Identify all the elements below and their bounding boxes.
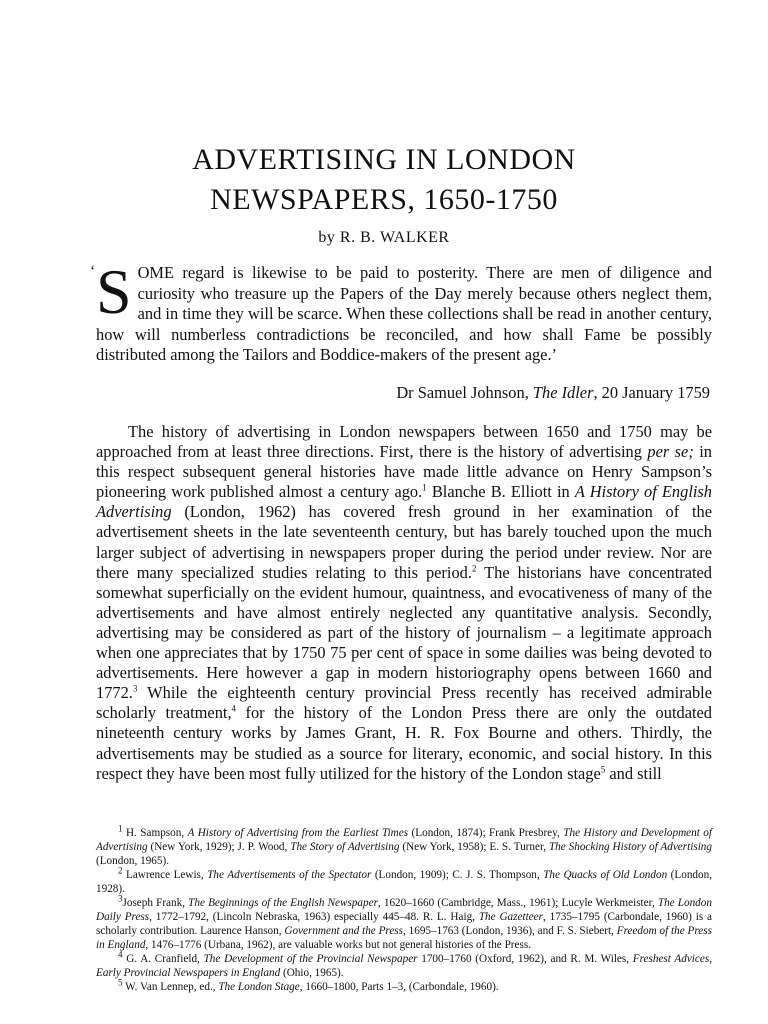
body-text-span: While the eighteenth century provincial Press recently has received admirable scholarly treatment, <box>96 683 712 723</box>
footnote-italic: The London Stage <box>218 981 300 993</box>
footnote-5 <box>96 977 712 994</box>
footnote-text: (New York, 1929); J. P. Wood, <box>147 841 291 853</box>
body-text-span: in this respect subsequent general histories have made little advance on Henry Sampson’s pioneering work published almost a century ago. <box>96 442 712 502</box>
footnote-text: , 1695–1763 (London, 1936), and F. S. Siebert, <box>403 925 617 937</box>
footnote-text: 1700–1760 (Oxford, 1962), and R. M. Wiles, <box>417 953 633 965</box>
footnote-italic: Government and the Press <box>284 925 404 937</box>
footnote-italic: The London Daily Press <box>96 897 712 923</box>
footnote-ref-2: 2 <box>471 563 477 574</box>
footnotes <box>96 823 712 994</box>
footnote-italic: The Beginnings of the English Newspaper <box>188 897 378 909</box>
footnote-text: , 1735–1795 (Carbondale, 1960) is a scholarly contribution. Laurence Hanson, <box>96 911 712 937</box>
footnote-number: 4 <box>118 949 123 960</box>
body-paragraph <box>96 422 712 784</box>
footnote-text: , 1660–1800, Parts 1–3, (Carbondale, 1960). <box>299 981 499 993</box>
footnote-ref-3: 3 <box>132 683 138 694</box>
body-text-span: The historians have concentrated somewhat superficially on the evident humour, quaintness, and evocativeness of many of the advertisements and have almost entirely neglected any quantitative analysis. Secondly, advertising may be considered as part of the history of journalism – a legitimate approach when one appreciates that by 1750 75 per cent of space in some dailies was being devoted to advertisements. Here however a gap in modern historiography opens between 1660 and 1772. <box>96 562 712 703</box>
body-text-span: for the history of the London Press there are only the outdated nineteenth century works by James Grant, H. R. Fox Bourne and others. Thirdly, the advertisements may be studied as a source for literary, economic, and social history. In this respect they have been most fully utilized for the history of the London stage <box>96 703 712 783</box>
attribution-date: , 20 January 1759 <box>593 383 710 402</box>
footnote-text: , 1620–1660 (Cambridge, Mass., 1961); Lucyle Werkmeister, <box>377 897 658 909</box>
footnote-ref-1: 1 <box>422 482 427 493</box>
body-italic: A History of English Advertising <box>96 482 713 522</box>
footnote-text: H. Sampson, <box>122 827 188 839</box>
footnote-italic: The Development of the Provincial Newspaper <box>203 953 418 965</box>
footnote-text: (London, 1909); C. J. S. Thompson, <box>371 869 544 881</box>
footnote-number: 5 <box>118 977 123 988</box>
footnote-text: , 1772–1792, (Lincoln Nebraska, 1963) especially 445–48. R. L. Haig, <box>149 911 479 923</box>
footnote-italic: The Gazetteer <box>478 911 543 923</box>
attribution-work: The Idler <box>532 383 594 402</box>
epigraph-text: regard is likewise to be paid to posterity. There are men of diligence and curiosity who treasure up the Papers of the Day merely because others neglect them, and in time they will be scarce. When these collections shall be read in another century, how will numberless contradictions be reconciled, and how shall Fame be possibly distributed among the Tailors and Boddice-makers of the present age.’ <box>96 263 712 365</box>
body-text-span: and still <box>605 763 662 783</box>
body-text-span: The history of advertising in London newspapers between 1650 and 1750 may be approached from at least three directions. First, there is the history of advertising <box>96 422 712 462</box>
footnote-number: 3 <box>118 893 123 904</box>
attribution-author: Dr Samuel Johnson, <box>396 383 533 402</box>
footnote-italic: A History of Advertising from the Earliest Times <box>187 827 409 839</box>
article-title-line-1: ADVERTISING IN LONDON <box>192 143 576 176</box>
footnote-text: (Ohio, 1965). <box>280 967 344 979</box>
footnote-text: (London, 1928). <box>96 869 712 895</box>
footnote-ref-4: 4 <box>231 703 237 714</box>
footnote-number: 1 <box>118 823 123 834</box>
epigraph-attribution <box>396 383 710 403</box>
footnote-italic: The History and Development of Advertising <box>96 827 712 853</box>
footnote-text: (London, 1874); Frank Presbrey, <box>408 827 564 839</box>
footnote-italic: Freshest Advices, Early Provincial Newspapers in England <box>96 953 712 979</box>
footnote-2 <box>96 865 712 896</box>
footnote-italic: The Quacks of Old London <box>543 869 668 881</box>
footnote-text: , 1476–1776 (Urbana, 1962), are valuable works but not general histories of the Press. <box>145 939 531 951</box>
footnote-italic: The Shocking History of Advertising <box>548 841 712 853</box>
epigraph-open-quote: ‘ <box>90 263 96 280</box>
footnote-text: Lawrence Lewis, <box>122 869 208 881</box>
footnote-text: G. A. Cranfield, <box>122 953 204 965</box>
footnote-text: (New York, 1958); E. S. Turner, <box>399 841 549 853</box>
body-text-span: Blanche B. Elliott in <box>426 482 575 502</box>
footnote-3 <box>96 893 712 952</box>
footnote-text: W. Van Lennep, ed., <box>122 981 219 993</box>
epigraph <box>96 256 712 366</box>
footnote-1 <box>96 823 712 868</box>
body-italic: per se; <box>647 442 694 462</box>
footnote-text: Joseph Frank, <box>122 897 189 909</box>
drop-cap: S <box>96 256 132 327</box>
footnote-italic: The Story of Advertising <box>290 841 400 853</box>
footnote-text: (London, 1965). <box>96 855 170 867</box>
article-title-line-2: NEWSPAPERS, 1650-1750 <box>210 183 558 216</box>
footnote-ref-5: 5 <box>600 764 606 775</box>
footnote-italic: Freedom of the Press in England <box>96 925 712 951</box>
epigraph-smallcaps: OME <box>137 263 175 282</box>
article-author: by R. B. WALKER <box>318 229 450 246</box>
footnote-italic: The Advertisements of the Spectator <box>207 869 372 881</box>
body-text-span: (London, 1962) has covered fresh ground in her examination of the advertisement sheets in the late seventeenth century, but has barely touched upon the much larger subject of advertising in newspapers proper during the period under review. Nor are there many specialized studies relating to this period. <box>96 502 712 582</box>
footnote-number: 2 <box>118 865 123 876</box>
footnote-4 <box>96 949 712 980</box>
